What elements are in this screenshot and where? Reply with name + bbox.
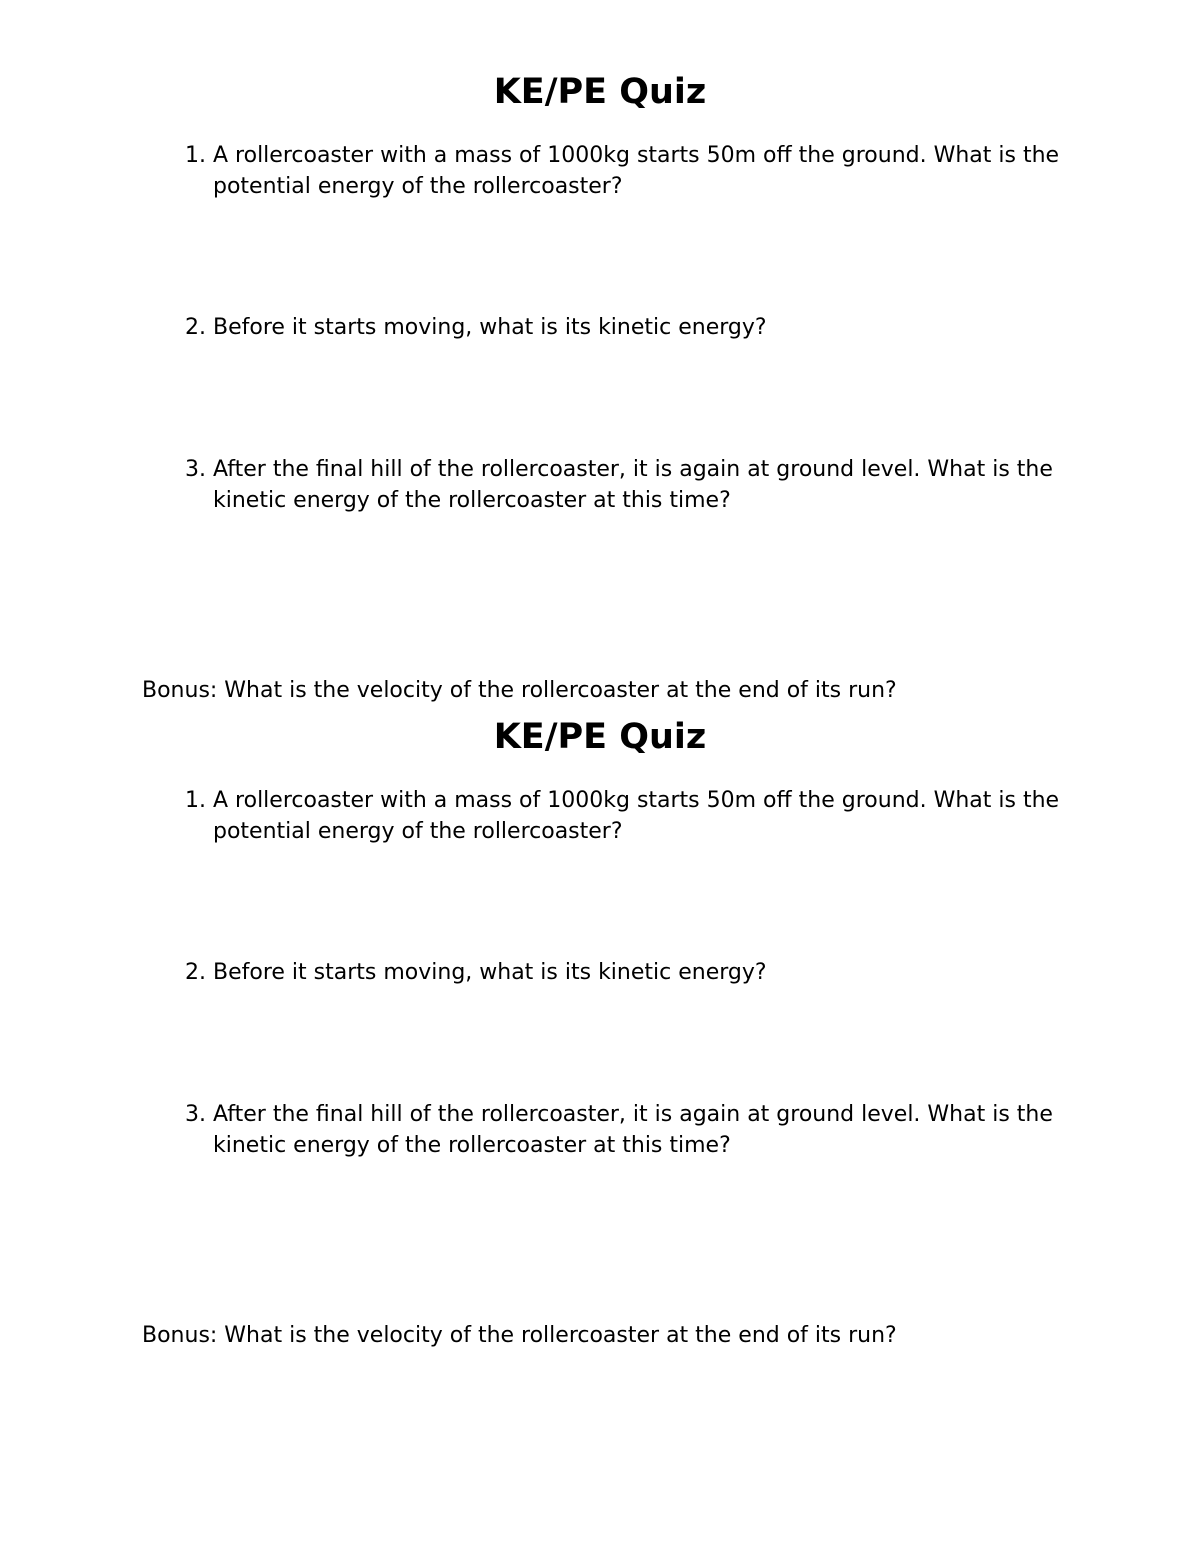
question-number: 1. xyxy=(185,143,206,168)
question-number: 1. xyxy=(185,788,206,813)
bonus-question: Bonus: What is the velocity of the rollercoaster at the end of its run? xyxy=(142,678,897,703)
question-number: 2. xyxy=(185,960,206,985)
question-text: A rollercoaster with a mass of 1000kg starts 50m off the ground. What is the potential energy of the rollercoaster? xyxy=(213,788,1060,844)
question-text: After the final hill of the rollercoaster, it is again at ground level. What is the kinetic energy of the rollercoaster at this time? xyxy=(213,457,1053,513)
question-number: 2. xyxy=(185,315,206,340)
quiz-section-2 xyxy=(0,645,1200,1348)
question-number: 3. xyxy=(185,1102,206,1127)
quiz-title: KE/PE Quiz xyxy=(493,72,707,112)
question-text: Before it starts moving, what is its kinetic energy? xyxy=(213,315,767,340)
question-text: A rollercoaster with a mass of 1000kg starts 50m off the ground. What is the potential energy of the rollercoaster? xyxy=(213,143,1060,199)
question-text: Before it starts moving, what is its kinetic energy? xyxy=(213,960,767,985)
bonus-question: Bonus: What is the velocity of the rollercoaster at the end of its run? xyxy=(142,1323,897,1348)
quiz-title: KE/PE Quiz xyxy=(493,717,707,757)
question-text: After the final hill of the rollercoaster, it is again at ground level. What is the kinetic energy of the rollercoaster at this time? xyxy=(213,1102,1053,1158)
quiz-section-1 xyxy=(0,0,1200,703)
question-number: 3. xyxy=(185,457,206,482)
